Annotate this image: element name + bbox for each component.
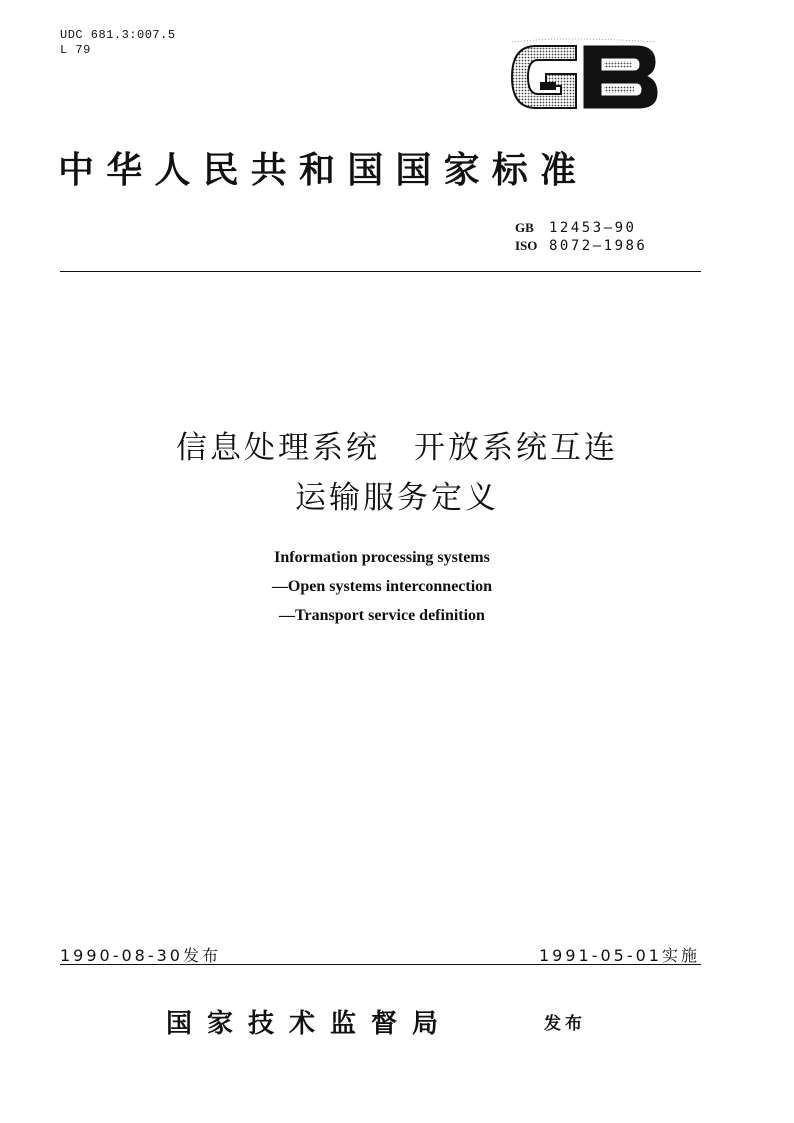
footer-divider xyxy=(60,964,701,965)
iso-number: 8072—1986 xyxy=(549,238,648,254)
gb-prefix: GB xyxy=(515,220,534,235)
english-title xyxy=(0,543,764,630)
gb-number: 12453—90 xyxy=(549,220,637,236)
publish-label: 发布 xyxy=(544,1014,586,1034)
english-title-line-2: —Open systems interconnection xyxy=(271,578,493,595)
gb-logo-letter-g xyxy=(512,46,576,108)
english-title-line-3: —Transport service definition xyxy=(279,607,485,624)
implementation-date: 1991-05-01实施 xyxy=(539,946,700,965)
english-title-line-1: Information processing systems xyxy=(274,549,490,566)
chinese-title xyxy=(0,423,794,523)
iso-prefix: ISO xyxy=(515,238,538,253)
udc-code: UDC 681.3:007.5 xyxy=(60,28,176,42)
issue-date: 1990-08-30发布 xyxy=(60,946,221,965)
gb-number-row xyxy=(515,219,647,237)
gb-logo-letter-b xyxy=(584,46,657,108)
udc-classification xyxy=(60,28,176,58)
header-divider xyxy=(60,271,701,272)
chinese-title-line-1: 信息处理系统 开放系统互连 xyxy=(176,430,618,466)
chinese-title-line-2: 运输服务定义 xyxy=(295,480,499,516)
standard-numbers xyxy=(515,219,647,255)
iso-number-row xyxy=(515,237,647,255)
issuing-authority: 国家技术监督局 xyxy=(166,1009,454,1039)
standard-title: 中华人民共和国国家标准 xyxy=(58,149,589,191)
classification-code: L 79 xyxy=(60,43,91,57)
gb-logo xyxy=(506,38,661,116)
